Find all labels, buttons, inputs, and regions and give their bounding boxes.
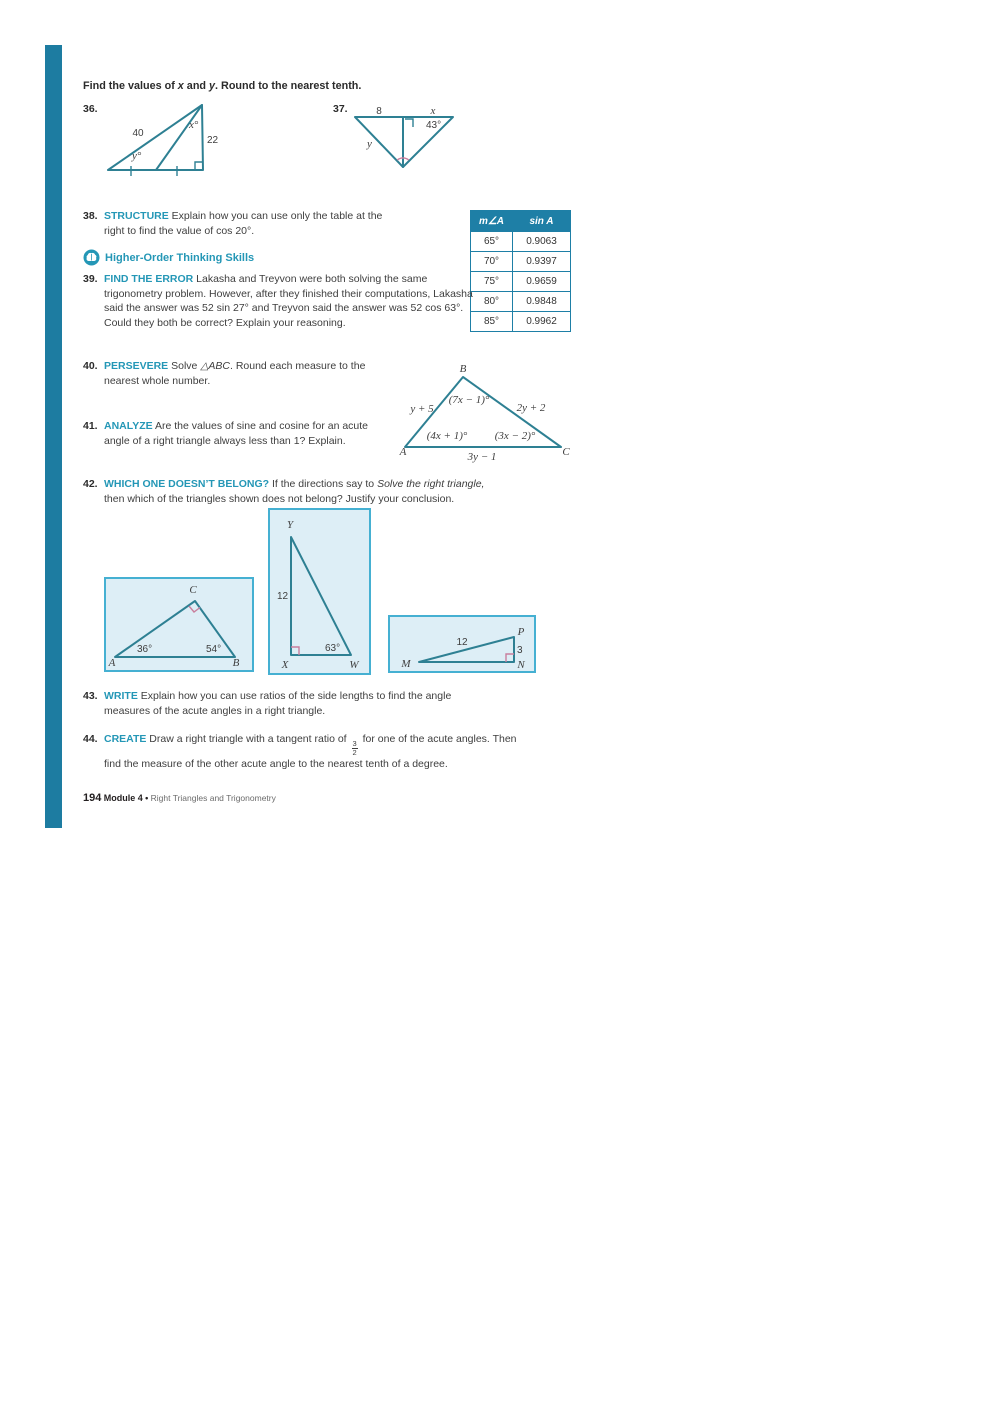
problem-number: 39. [83, 273, 98, 285]
side-label: y [367, 138, 372, 150]
footer-bullet: • [145, 793, 149, 803]
vertex-label: P [517, 626, 525, 638]
vertex-label: A [399, 446, 407, 458]
table-row [471, 252, 571, 272]
table-row [471, 312, 571, 332]
problem-43 [83, 689, 494, 718]
side-label: 3y − 1 [467, 451, 497, 463]
brain-icon [83, 249, 100, 266]
angle-cell: 80° [471, 292, 513, 312]
side-label: 3 [517, 645, 523, 656]
vertex-label: N [517, 659, 525, 671]
angle-label: 36° [137, 644, 153, 655]
sin-cell: 0.9397 [513, 252, 571, 272]
problem-38 [83, 209, 404, 238]
angle-cell: 70° [471, 252, 513, 272]
table-row [471, 232, 571, 252]
table-header-sin: sin A [513, 211, 571, 232]
triangle-outline [291, 537, 351, 655]
side-label: 40 [132, 128, 144, 139]
side-label: 22 [207, 135, 219, 146]
segment-label: 8 [376, 106, 382, 117]
problem-41 [83, 419, 383, 448]
sine-value-table [470, 210, 571, 332]
accent-bar [45, 45, 62, 828]
angle-label: (4x + 1)° [426, 430, 468, 442]
angle-label: (3x − 2)° [494, 430, 536, 442]
vertex-label: C [562, 446, 570, 458]
problem-44 [83, 732, 528, 772]
diagram-40-triangle-abc [398, 360, 578, 465]
angle-label: x° [189, 119, 199, 131]
table-header-angle: m∠A [471, 211, 513, 232]
table-row [471, 292, 571, 312]
problem-text: WRITE Explain how you can use ratios of the side lengths to find the angle measures of the acute angles in a right triangle. [104, 690, 452, 717]
vertex-label: W [349, 659, 359, 671]
angle-label: (7x − 1)° [448, 394, 490, 406]
problem-text: STRUCTURE Explain how you can use only the table at the right to find the value of cos 20°. [104, 210, 383, 237]
vertex-label: C [189, 584, 197, 596]
problem-text: FIND THE ERROR Lakasha and Treyvon were both solving the same trigonometry problem. However, after they finished their computations, Lakasha said the answer was 52 sin 27° and Treyvon said the answer was 52 cos 63°. Could they both be correct? Explain your reasoning. [104, 273, 473, 329]
problem-text: PERSEVERE Solve △ABC. Round each measure to the nearest whole number. [104, 360, 366, 387]
problem-text: CREATE Draw a right triangle with a tangent ratio of $\frac{3}{2}$ for one of the acute angles. Then find the measure of the other acute angle to the nearest tenth of a degree. [104, 733, 517, 770]
side-label: 12 [277, 591, 289, 602]
problem-40 [83, 359, 401, 388]
page-number: 194 [83, 792, 102, 804]
right-angle-icon [506, 654, 514, 662]
right-angle-icon [195, 162, 203, 170]
page-footer [83, 792, 276, 804]
vertex-label: Y [286, 519, 294, 531]
problem-number: 43. [83, 690, 98, 702]
angle-label: y° [132, 150, 142, 162]
diagram-37-triangle-with-altitude [345, 103, 475, 175]
angle-label: 43° [426, 120, 442, 131]
problem-number: 40. [83, 360, 98, 372]
angle-label: 63° [325, 643, 341, 654]
option-box-c [388, 615, 536, 673]
diagram-42a-triangle [106, 579, 252, 670]
diagram-42c-triangle [390, 617, 534, 671]
instruction-text: Find the values of x and y. Round to the nearest tenth. [83, 80, 362, 92]
module-title: Right Triangles and Trigonometry [150, 793, 276, 803]
problem-number: 38. [83, 210, 98, 222]
section-heading [83, 249, 254, 266]
problem-text: WHICH ONE DOESN’T BELONG? If the directions say to Solve the right triangle, then which of the triangles shown does not belong? Justify your conclusion. [104, 478, 485, 505]
triangle-outline [108, 105, 203, 170]
problem-number: 36. [83, 103, 98, 115]
angle-cell: 75° [471, 272, 513, 292]
problem-number: 42. [83, 478, 98, 490]
problem-number: 41. [83, 420, 98, 432]
sin-cell: 0.9659 [513, 272, 571, 292]
section-title: Higher-Order Thinking Skills [105, 251, 255, 264]
angle-cell: 65° [471, 232, 513, 252]
angle-cell: 85° [471, 312, 513, 332]
diagram-36-right-triangle [100, 100, 250, 185]
right-angle-icon [405, 119, 413, 127]
sin-cell: 0.9063 [513, 232, 571, 252]
option-box-b [268, 508, 371, 675]
option-box-a [104, 577, 254, 672]
problem-number: 44. [83, 733, 98, 745]
vertex-label: B [232, 657, 240, 669]
problem-number: 37. [333, 103, 348, 115]
vertex-label: B [459, 363, 467, 375]
table-row [471, 272, 571, 292]
problem-39 [83, 272, 482, 330]
problem-42 [83, 477, 497, 506]
side-label: 2y + 2 [516, 402, 546, 414]
sin-cell: 0.9962 [513, 312, 571, 332]
right-angle-icon [291, 647, 299, 655]
vertex-label: M [401, 658, 411, 670]
diagram-42b-triangle [270, 510, 369, 673]
angle-label: 54° [206, 644, 222, 655]
side-label: y + 5 [410, 403, 434, 415]
problem-text: ANALYZE Are the values of sine and cosine for an acute angle of a right triangle always less than 1? Explain. [104, 420, 369, 447]
sin-cell: 0.9848 [513, 292, 571, 312]
vertex-label: A [108, 657, 116, 669]
cevian-line [156, 105, 202, 170]
side-label: 12 [456, 637, 468, 648]
vertex-label: X [281, 659, 289, 671]
module-label: Module 4 [103, 793, 143, 803]
segment-label: x [430, 105, 436, 117]
